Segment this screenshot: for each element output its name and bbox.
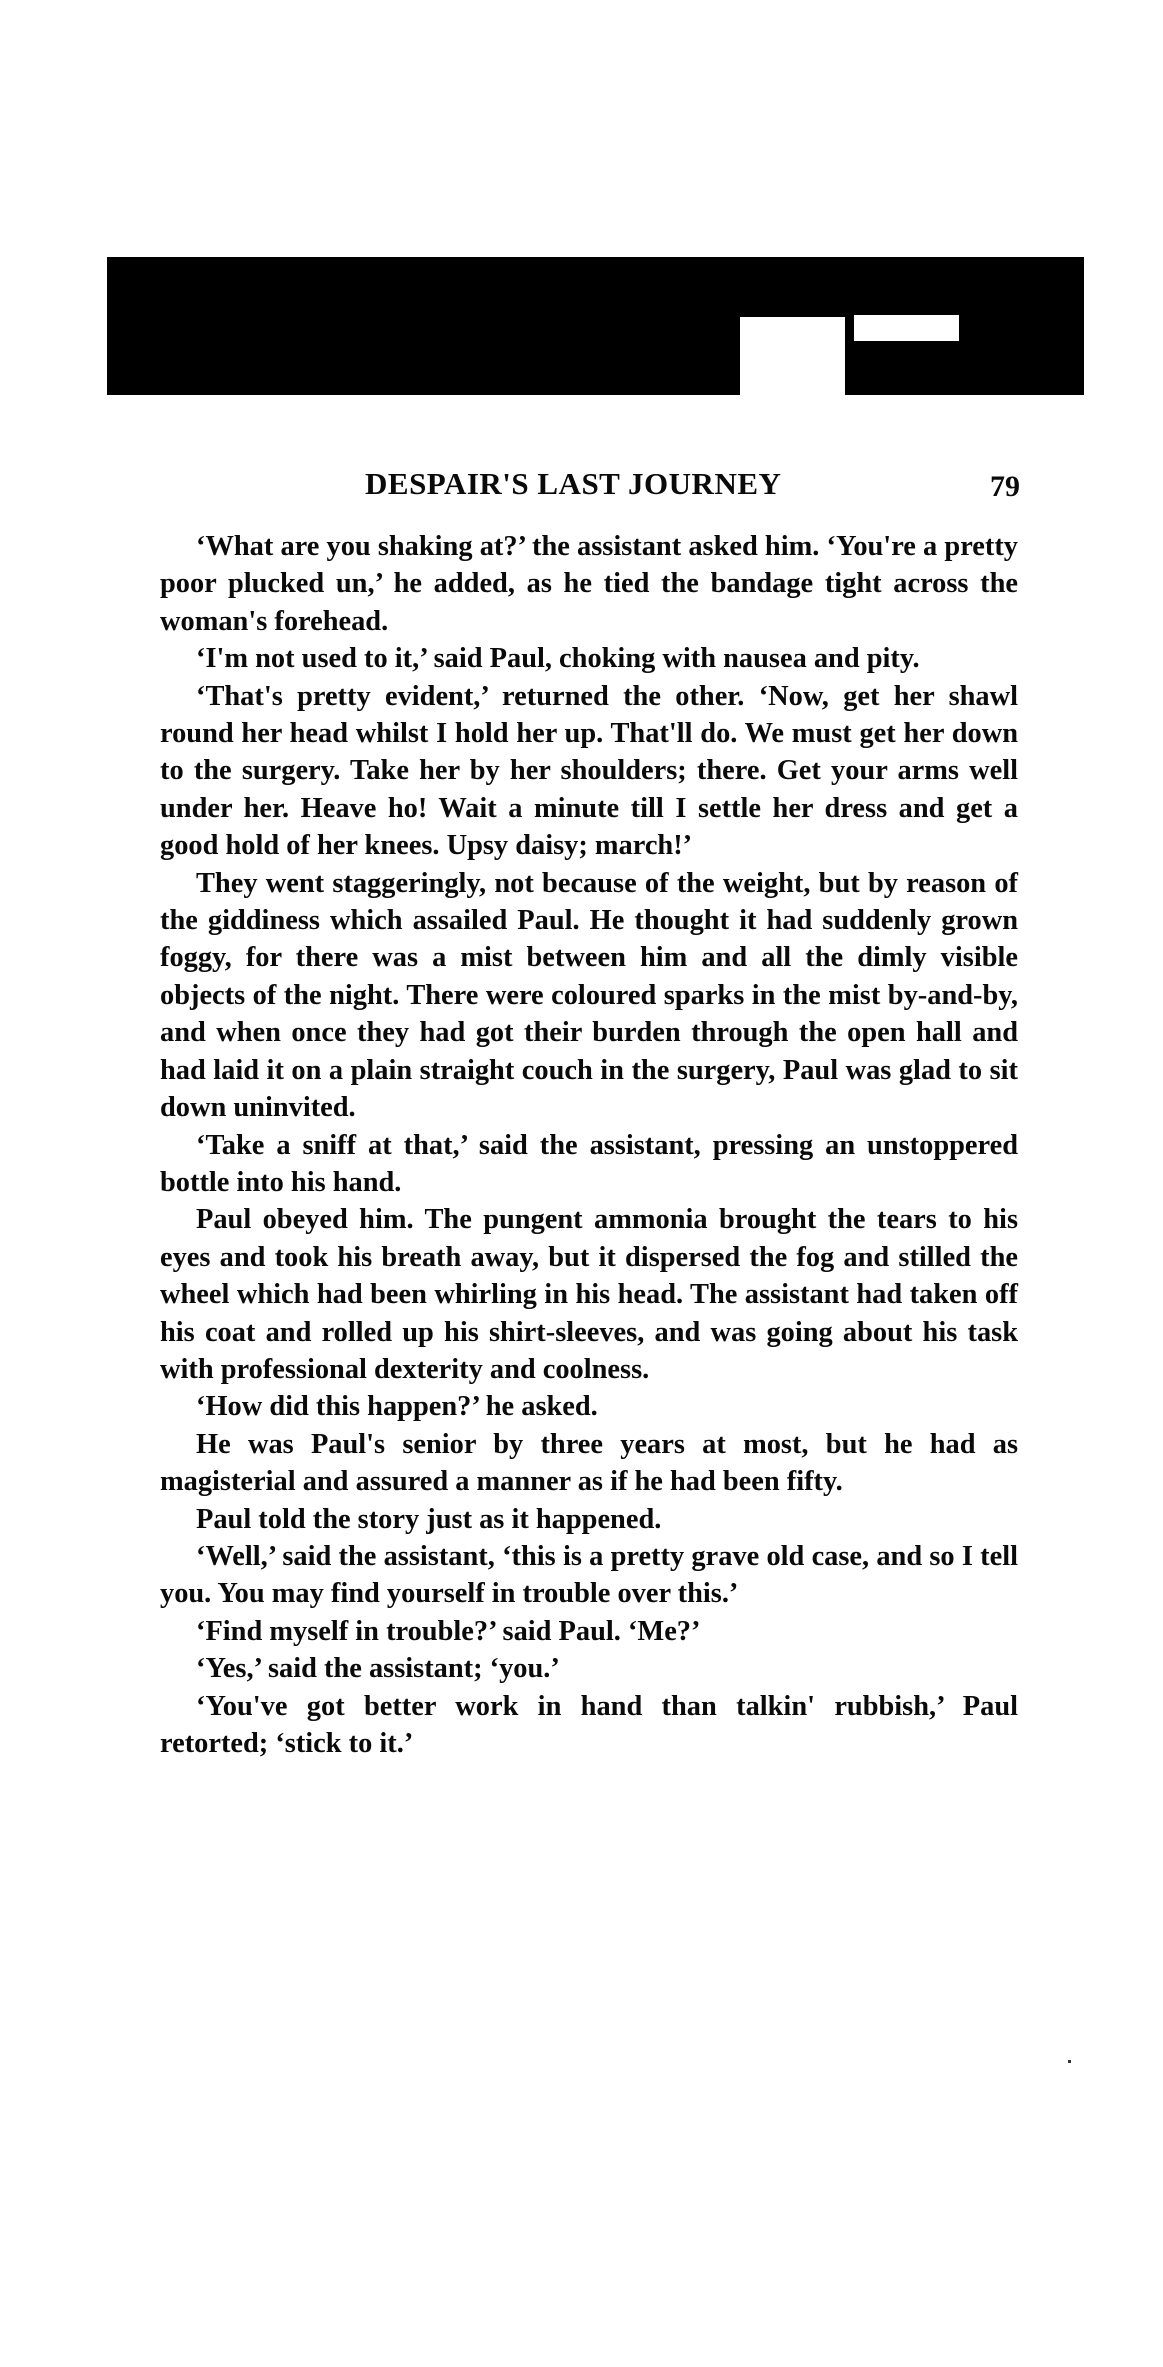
paragraph: ‘Take a sniff at that,’ said the assistant, pressing an unstoppered bottle into his hand. [160,1129,1018,1198]
paragraph: They went staggeringly, not because of the weight, but by reason of the giddiness which assailed Paul. He thought it had suddenly grown foggy, for there was a mist between him and all the dimly visible objects of the night. There were coloured sparks in the mist by-and-by, and when once they had got their burden through the open hall and had laid it on a plain straight couch in the surgery, Paul was glad to sit down uninvited. [160,867,1018,1124]
paragraph: ‘Yes,’ said the assistant; ‘you.’ [196,1653,560,1685]
bar-notch [740,317,845,395]
paragraph: ‘Well,’ said the assistant, ‘this is a pretty grave old case, and so I tell you. You may find yourself in trouble over this.’ [160,1540,1018,1610]
page-number: 79 [990,470,1020,503]
paragraph: ‘That's pretty evident,’ returned the other. ‘Now, get her shawl round her head whilst I hold her up. That'll do. We must get her down to the surgery. Take her by her shoulders; there. Get your arms well under her. Heave ho! Wait a minute till I settle her dress and get a good hold of her knees. Upsy daisy; march!’ [160,680,1018,862]
body-text [160,528,1018,1762]
redaction-bar [107,257,1084,395]
paragraph: ‘Find myself in trouble?’ said Paul. ‘Me?’ [196,1615,701,1647]
paragraph: ‘What are you shaking at?’ the assistant asked him. ‘You're a pretty poor plucked un,’ he added, as he tied the bandage tight across the woman's forehead. [160,531,1018,637]
paragraph: ‘How did this happen?’ he asked. [196,1391,598,1423]
paragraph: ‘You've got better work in hand than talkin' rubbish,’ Paul retorted; ‘stick to it.’ [160,1690,1018,1759]
scan-speck [1068,2060,1071,2063]
paragraph: ‘I'm not used to it,’ said Paul, choking with nausea and pity. [196,643,920,675]
running-header [160,466,1020,506]
page-title: DESPAIR'S LAST JOURNEY [365,466,782,501]
bar-notch-block [854,315,959,341]
paragraph: He was Paul's senior by three years at most, but he had as magisterial and assured a manner as if he had been fifty. [160,1428,1018,1498]
paragraph: Paul told the story just as it happened. [196,1503,662,1535]
paragraph: Paul obeyed him. The pungent ammonia brought the tears to his eyes and took his breath away, but it dispersed the fog and stilled the wheel which had been whirling in his head. The assistant had taken off his coat and rolled up his shirt-sleeves, and was going about his task with professional dexterity and coolness. [160,1204,1018,1385]
